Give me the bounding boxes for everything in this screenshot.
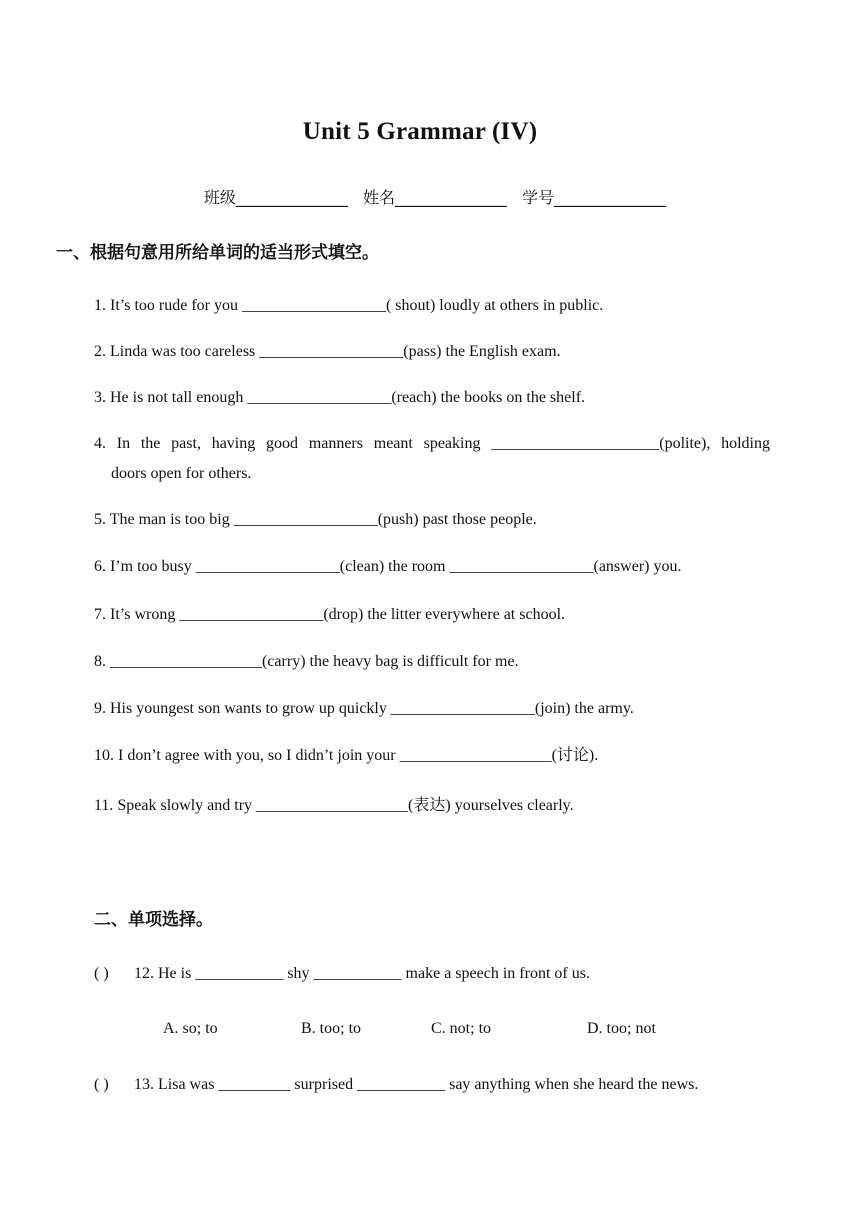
question-9: 9. His youngest son wants to grow up quickly __________________(join) the army. [94, 700, 634, 717]
question-12-text: 12. He is ___________ shy ___________ make a speech in front of us. [134, 965, 590, 982]
name-field: 姓名______________ [362, 188, 507, 207]
option-c: C. not; to [431, 1020, 492, 1037]
question-13 [94, 1070, 794, 1100]
section-1-heading: 一、根据句意用所给单词的适当形式填空。 [56, 243, 379, 263]
question-7: 7. It’s wrong __________________(drop) the litter everywhere at school. [94, 606, 566, 623]
question-2: 2. Linda was too careless __________________(pass) the English exam. [94, 343, 561, 360]
question-12-options [0, 1020, 860, 1044]
page-title: Unit 5 Grammar (IV) [302, 118, 538, 145]
question-6: 6. I’m too busy __________________(clean) the room __________________(answer) you. [94, 558, 682, 575]
question-1: 1. It’s too rude for you __________________( shout) loudly at others in public. [94, 297, 604, 314]
question-13-text: 13. Lisa was _________ surprised ___________ say anything when she heard the news. [134, 1076, 699, 1093]
option-b: B. too; to [301, 1020, 362, 1037]
student-number-field: 学号______________ [522, 188, 667, 207]
class-field: 班级______________ [203, 188, 348, 207]
question-12 [94, 959, 770, 989]
question-11: 11. Speak slowly and try ___________________(表达) yourselves clearly. [94, 797, 574, 814]
question-3: 3. He is not tall enough __________________(reach) the books on the shelf. [94, 389, 586, 406]
question-4-line-1: 4. In the past, having good manners meant speaking _____________________(polite), holding [94, 435, 770, 452]
question-4-line-2: doors open for others. [111, 465, 252, 482]
section-2-heading: 二、单项选择。 [94, 910, 213, 930]
question-5: 5. The man is too big __________________(push) past those people. [94, 511, 537, 528]
option-d: D. too; not [587, 1020, 656, 1037]
student-info-line [0, 185, 860, 208]
question-10: 10. I don’t agree with you, so I didn’t join your ___________________(讨论). [94, 747, 599, 764]
question-8: 8. ___________________(carry) the heavy bag is difficult for me. [94, 653, 519, 670]
option-a: A. so; to [163, 1020, 218, 1037]
answer-bracket: ( ) [94, 965, 109, 982]
answer-bracket: ( ) [94, 1076, 109, 1093]
